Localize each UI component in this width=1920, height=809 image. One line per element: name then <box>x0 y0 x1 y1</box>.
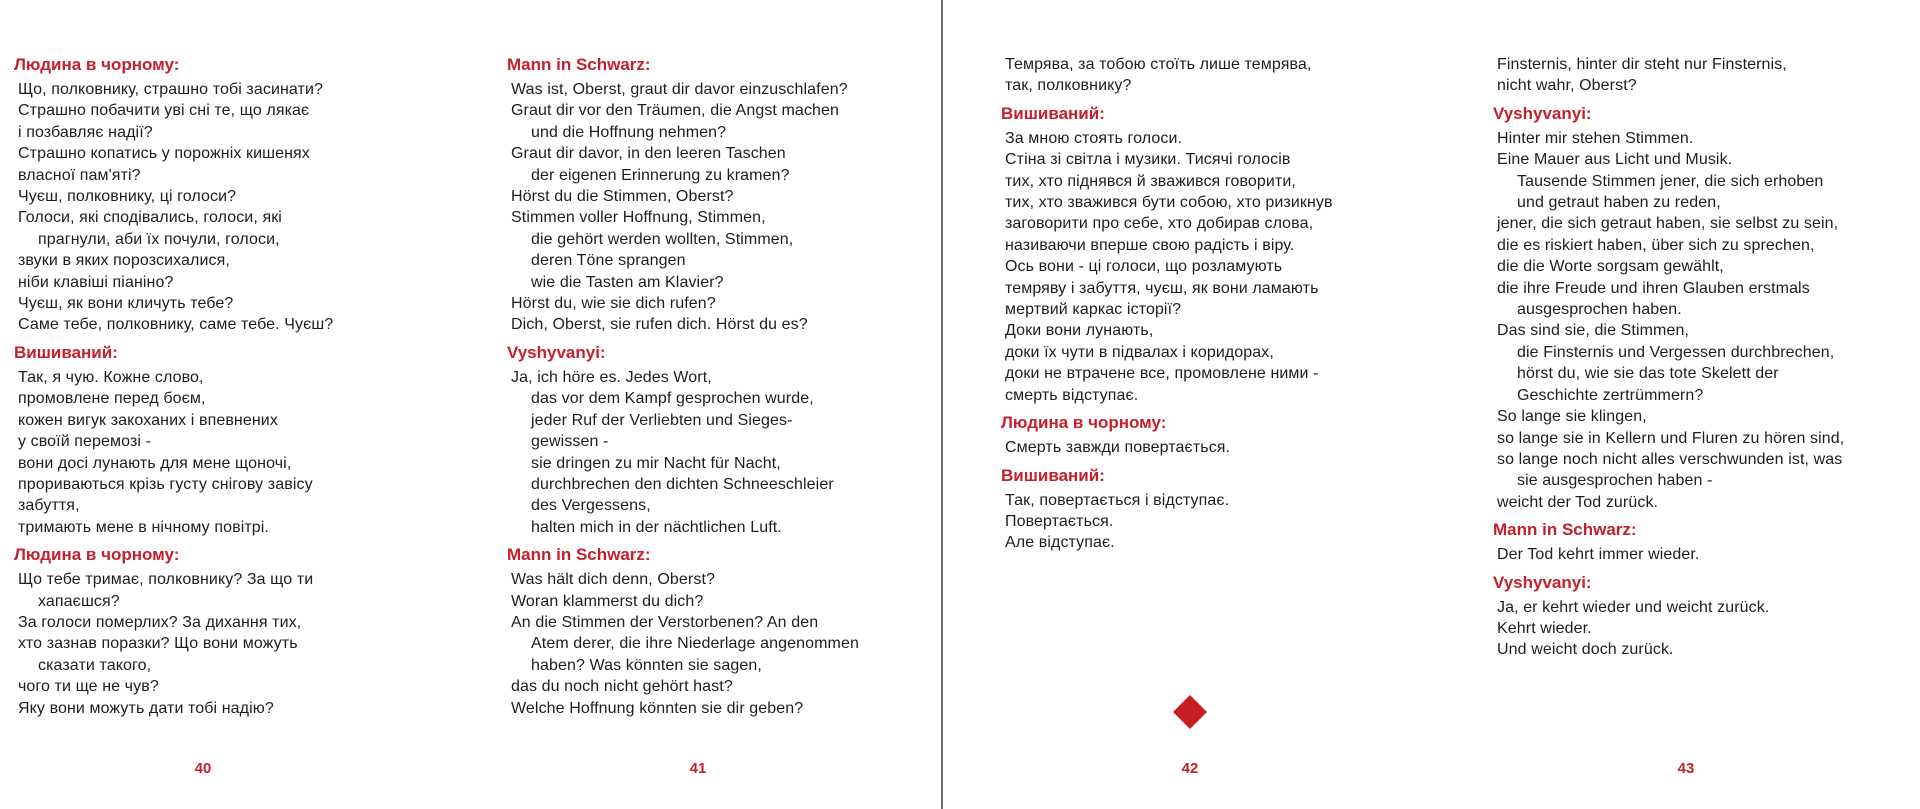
verse-line: die die Worte sorgsam gewählt, <box>1497 258 1724 276</box>
verse-line: кожен вигук закоханих і впевнених <box>18 411 278 429</box>
verse-line: Was hält dich denn, Oberst? <box>511 571 715 589</box>
verse-line: тих, хто зважився бути собою, хто ризикнув <box>1005 194 1333 212</box>
verse-line: das vor dem Kampf gesprochen wurde, <box>531 390 814 408</box>
speaker-name: Vyshyvanyi: <box>1493 572 1592 592</box>
dialogue-block <box>1001 103 1445 406</box>
speaker-name: Людина в чорному: <box>1001 413 1167 433</box>
verse-line: тримають мене в нічному повітрі. <box>18 518 269 536</box>
dialogue-block <box>507 544 951 719</box>
verse-line: Welche Hoffnung könnten sie dir geben? <box>511 699 804 717</box>
verse-line: deren Töne sprangen <box>531 252 686 270</box>
verse-line: Der Tod kehrt immer wieder. <box>1497 546 1700 564</box>
dialogue-block <box>14 342 458 538</box>
verse-line: тих, хто піднявся й зважився говорити, <box>1005 172 1296 190</box>
page-42 <box>1001 54 1445 560</box>
speaker-name: Людина в чорному: <box>14 545 180 565</box>
verse-line: Голоси, які сподівались, голоси, які <box>18 209 282 227</box>
verse-line: так, полковнику? <box>1005 77 1132 95</box>
speaker-name: Вишиваний: <box>14 342 118 362</box>
verse-line: Tausende Stimmen jener, die sich erhoben <box>1517 172 1824 190</box>
verse-line: доки не втрачене все, промовлене ними - <box>1005 365 1319 383</box>
verse-line: промовлене перед боєм, <box>18 390 206 408</box>
verse-line: Але відступає. <box>1005 534 1115 552</box>
dialogue-block <box>14 54 458 336</box>
verse-line: wie die Tasten am Klavier? <box>531 273 724 291</box>
verse-line: За мною стоять голоси. <box>1005 129 1183 147</box>
verse-line: das du noch nicht gehört hast? <box>511 678 733 696</box>
verse-line: вони досі лунають для мене щоночі, <box>18 454 292 472</box>
verse-line: хапаєшся? <box>38 592 120 610</box>
verse-line: темряву і забуття, чуєш, як вони ламають <box>1005 279 1319 297</box>
speaker-name: Vyshyvanyi: <box>1493 103 1592 123</box>
speaker-name: Vyshyvanyi: <box>507 342 606 362</box>
verse-line: Graut dir vor den Träumen, die Angst machen <box>511 102 840 120</box>
verse-line: і позбавляє надії? <box>18 123 153 141</box>
verse-line: заговорити про себе, хто добирав слова, <box>1005 215 1314 233</box>
verse-line: Was ist, Oberst, graut dir davor einzuschlafen? <box>511 81 848 98</box>
verse-line: За голоси померлих? За дихання тих, <box>18 613 302 631</box>
verse-line: An die Stimmen der Verstorbenen? An den <box>511 613 819 631</box>
verse-line: Так, повертається і відступає. <box>1005 491 1230 509</box>
speaker-name: Вишиваний: <box>1001 465 1105 485</box>
diamond-ornament-icon <box>1173 695 1207 729</box>
dialogue-block <box>1493 103 1917 513</box>
speaker-name: Mann in Schwarz: <box>507 545 651 565</box>
verse-line: чого ти ще не чув? <box>18 678 159 696</box>
verse-line: des Vergessens, <box>531 497 651 515</box>
dialogue-block <box>14 544 458 719</box>
page-41 <box>507 54 951 725</box>
verse-line: Страшно копатись у порожніх кишенях <box>18 145 310 163</box>
verse-line: So lange sie klingen, <box>1497 408 1647 426</box>
verse-line: der eigenen Erinnerung zu kramen? <box>531 166 790 184</box>
verse-line: so lange noch nicht alles verschwunden ist, was <box>1497 450 1843 468</box>
verse-line: Доки вони лунають, <box>1005 322 1154 340</box>
page-43 <box>1493 54 1917 667</box>
verse-line: ausgesprochen haben. <box>1517 301 1682 319</box>
verse-line: ніби клавіші піаніно? <box>18 273 174 291</box>
verse-line: Finsternis, hinter dir steht nur Finsternis, <box>1497 56 1787 73</box>
speaker-name: Mann in Schwarz: <box>1493 520 1637 540</box>
verse-line: називаючи вперше свою радість і віру. <box>1005 236 1295 254</box>
verse-line: Geschichte zertrümmern? <box>1517 386 1704 404</box>
verse-line: Саме тебе, полковнику, саме тебе. Чуєш? <box>18 316 334 334</box>
dialogue-block <box>1005 54 1445 97</box>
speaker-name: Вишиваний: <box>1001 103 1105 123</box>
verse-line: сказати такого, <box>38 656 152 674</box>
verse-line: so lange sie in Kellern und Fluren zu hören sind, <box>1497 429 1845 447</box>
dialogue-block <box>1001 412 1445 458</box>
verse-line: die gehört werden wollten, Stimmen, <box>531 230 794 248</box>
verse-line: у своїй перемозі - <box>18 433 152 451</box>
verse-line: Що, полковнику, страшно тобі засинати? <box>18 81 324 98</box>
verse-line: власної пам'яті? <box>18 166 141 184</box>
verse-line: Eine Mauer aus Licht und Musik. <box>1497 151 1733 169</box>
page-number-43: 43 <box>1677 760 1695 777</box>
verse-line: Graut dir davor, in den leeren Taschen <box>511 145 786 163</box>
verse-line: Так, я чую. Кожне слово, <box>18 368 204 386</box>
verse-line: Ось вони - ці голоси, що розламують <box>1005 258 1283 276</box>
speaker-name: Mann in Schwarz: <box>507 55 651 74</box>
verse-line: sie ausgesprochen haben - <box>1517 472 1713 490</box>
verse-line: gewissen - <box>531 433 609 451</box>
verse-line: hörst du, wie sie das tote Skelett der <box>1517 365 1779 383</box>
verse-line: die Finsternis und Vergessen durchbrechen, <box>1517 343 1835 361</box>
verse-line: Ja, er kehrt wieder und weicht zurück. <box>1497 598 1770 616</box>
verse-line: доки їх чути в підвалах і коридорах, <box>1005 343 1274 361</box>
dialogue-block <box>1493 572 1917 661</box>
verse-line: Hörst du die Stimmen, Oberst? <box>511 188 734 206</box>
verse-line: мертвий каркас історії? <box>1005 301 1182 319</box>
verse-line: Стіна зі світла і музики. Тисячі голосів <box>1005 151 1291 169</box>
verse-line: Темрява, за тобою стоїть лише темрява, <box>1005 56 1312 73</box>
verse-line: Atem derer, die ihre Niederlage angenommen <box>531 635 859 653</box>
verse-line: die ihre Freude und ihren Glauben erstmals <box>1497 279 1810 297</box>
verse-line: und getraut haben zu reden, <box>1517 194 1721 212</box>
verse-line: прориваються крізь густу снігову завісу <box>18 475 313 493</box>
verse-line: Stimmen voller Hoffnung, Stimmen, <box>511 209 766 227</box>
dialogue-block <box>1001 465 1445 554</box>
verse-line: Und weicht doch zurück. <box>1497 641 1674 659</box>
verse-line: Woran klammerst du dich? <box>511 592 704 610</box>
dialogue-block <box>507 342 951 538</box>
verse-line: Dich, Oberst, sie rufen dich. Hörst du es? <box>511 316 808 334</box>
verse-line: хто зазнав поразки? Що вони можуть <box>18 635 298 653</box>
verse-line: Повертається. <box>1005 512 1114 530</box>
verse-line: haben? Was könnten sie sagen, <box>531 656 762 674</box>
verse-line: halten mich in der nächtlichen Luft. <box>531 518 782 536</box>
verse-line: Чуєш, полковнику, ці голоси? <box>18 188 237 206</box>
verse-line: Kehrt wieder. <box>1497 619 1592 637</box>
verse-line: nicht wahr, Oberst? <box>1497 77 1637 95</box>
page-number-42: 42 <box>1181 760 1199 777</box>
verse-line: Das sind sie, die Stimmen, <box>1497 322 1690 340</box>
verse-line: забуття, <box>18 497 80 515</box>
dialogue-block <box>1497 54 1917 97</box>
verse-line: durchbrechen den dichten Schneeschleier <box>531 475 834 493</box>
verse-line: Hörst du, wie sie dich rufen? <box>511 295 716 313</box>
page-number-41: 41 <box>689 760 707 777</box>
verse-line: die es riskiert haben, über sich zu sprechen, <box>1497 236 1815 254</box>
verse-line: sie dringen zu mir Nacht für Nacht, <box>531 454 781 472</box>
verse-line: Страшно побачити уві сні те, що лякає <box>18 102 310 120</box>
speaker-name: Людина в чорному: <box>14 55 180 74</box>
verse-line: Смерть завжди повертається. <box>1005 439 1231 457</box>
dialogue-block <box>507 54 951 336</box>
verse-line: Ja, ich höre es. Jedes Wort, <box>511 368 712 386</box>
verse-line: звуки в яких порозсихалися, <box>18 252 230 270</box>
verse-line: jeder Ruf der Verliebten und Sieges- <box>531 411 793 429</box>
verse-line: Яку вони можуть дати тобі надію? <box>18 699 274 717</box>
verse-line: und die Hoffnung nehmen? <box>531 123 727 141</box>
dialogue-block <box>1493 519 1917 565</box>
verse-line: прагнули, аби їх почули, голоси, <box>38 230 280 248</box>
verse-line: Що тебе тримає, полковнику? За що ти <box>18 571 314 589</box>
verse-line: jener, die sich getraut haben, sie selbst zu sein, <box>1497 215 1839 233</box>
page-number-40: 40 <box>194 760 212 777</box>
verse-line: Hinter mir stehen Stimmen. <box>1497 129 1694 147</box>
page-40 <box>14 54 458 725</box>
verse-line: weicht der Tod zurück. <box>1497 493 1659 511</box>
verse-line: Чуєш, як вони кличуть тебе? <box>18 295 234 313</box>
verse-line: смерть відступає. <box>1005 386 1139 404</box>
